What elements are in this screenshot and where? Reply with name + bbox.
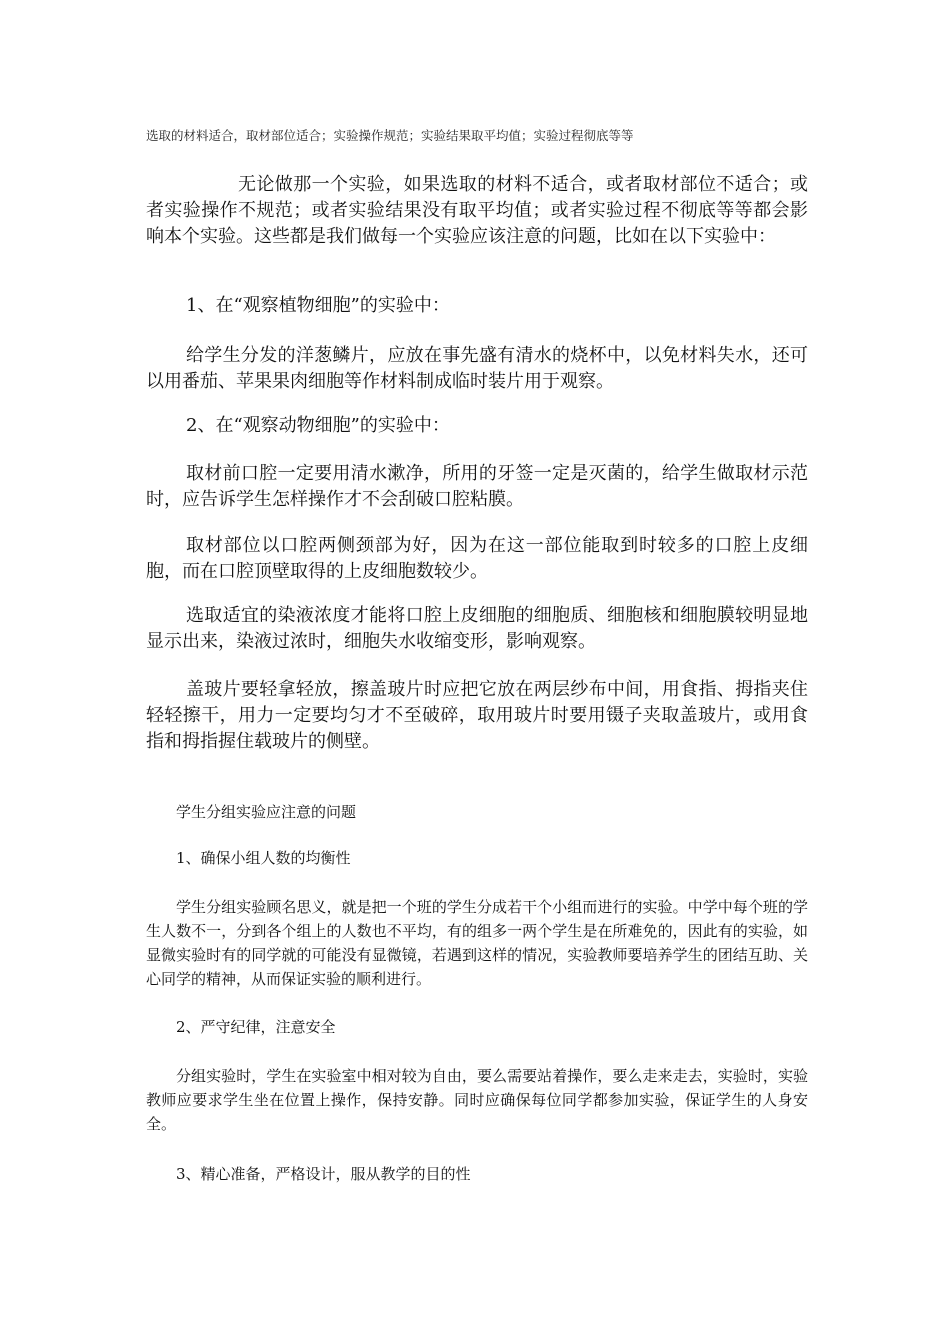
- group-paragraph-2: 分组实验时，学生在实验室中相对较为自由，要么需要站着操作，要么走来走去，实验时，实验教师应要求学生坐在位置上操作，保持安静。同时应确保每位同学都参加实验，保证学生的人身安全。: [146, 1067, 808, 1133]
- section-heading-plant-cells: 1、在“观察植物细胞”的实验中：: [186, 295, 450, 316]
- group-heading-2: 2、严守纪律，注意安全: [176, 1018, 336, 1036]
- group-heading-3: 3、精心准备，严格设计，服从教学的目的性: [176, 1165, 471, 1183]
- group-heading-1: 1、确保小组人数的均衡性: [176, 849, 351, 867]
- animal-cells-paragraph-1: 取材前口腔一定要用清水漱净，所用的牙签一定是灭菌的，给学生做取材示范时，应告诉学生怎样操作才不会刮破口腔粘膜。: [146, 463, 808, 510]
- animal-cells-paragraph-2: 取材部位以口腔两侧颈部为好，因为在这一部位能取到时较多的口腔上皮细胞，而在口腔顶壁取得的上皮细胞数较少。: [146, 535, 808, 582]
- summary-line: 选取的材料适合，取材部位适合；实验操作规范；实验结果取平均值；实验过程彻底等等: [146, 128, 634, 143]
- animal-cells-paragraph-4: 盖玻片要轻拿轻放，擦盖玻片时应把它放在两层纱布中间，用食指、拇指夹住轻轻擦干，用力一定要均匀才不至破碎，取用玻片时要用镊子夹取盖玻片，或用食指和拇指握住载玻片的侧壁。: [146, 679, 808, 752]
- group-experiment-title: 学生分组实验应注意的问题: [176, 803, 357, 821]
- intro-paragraph: 无论做那一个实验，如果选取的材料不适合，或者取材部位不适合；或者实验操作不规范；或者实验结果没有取平均值；或者实验过程不彻底等等都会影响本个实验。这些都是我们做每一个实验应该注意的问题，比如在以下实验中：: [146, 174, 808, 247]
- section-heading-animal-cells: 2、在“观察动物细胞”的实验中：: [186, 415, 450, 436]
- group-paragraph-1: 学生分组实验顾名思义，就是把一个班的学生分成若干个小组而进行的实验。中学中每个班的学生人数不一，分到各个组上的人数也不平均，有的组多一两个学生是在所难免的，因此有的实验，如显微实验时有的同学就的可能没有显微镜，若遇到这样的情况，实验教师要培养学生的团结互助、关心同学的精神，从而保证实验的顺利进行。: [146, 898, 808, 988]
- animal-cells-paragraph-3: 选取适宜的染液浓度才能将口腔上皮细胞的细胞质、细胞核和细胞膜较明显地显示出来，染液过浓时，细胞失水收缩变形，影响观察。: [146, 605, 808, 652]
- plant-cells-paragraph: 给学生分发的洋葱鳞片，应放在事先盛有清水的烧杯中，以免材料失水，还可以用番茄、苹果果肉细胞等作材料制成临时装片用于观察。: [146, 345, 808, 392]
